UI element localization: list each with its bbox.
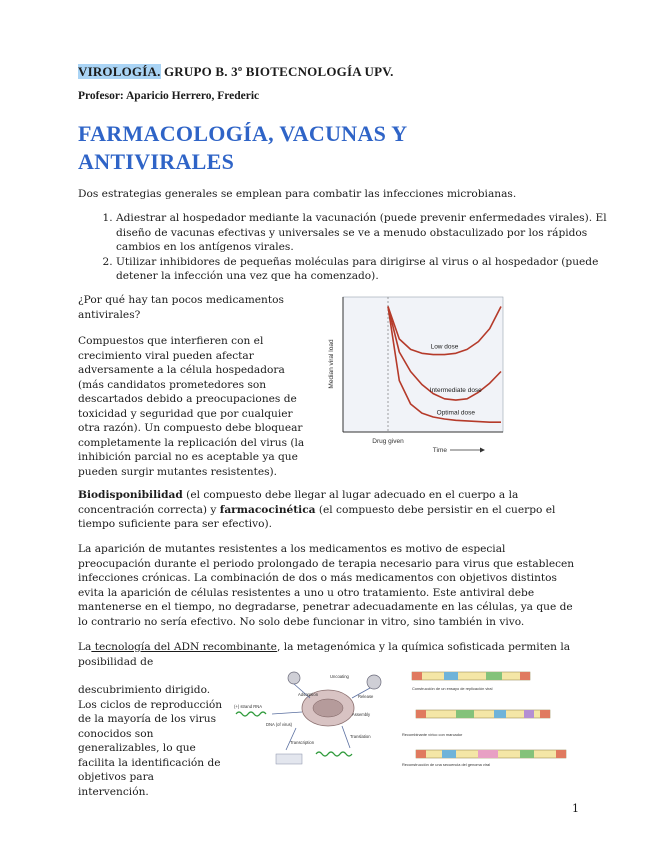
- figure-label: Assembly: [352, 712, 371, 717]
- construct-row-3: [416, 750, 566, 758]
- course-header-rest: GRUPO B. 3º BIOTECNOLOGÍA UPV.: [160, 64, 394, 79]
- series-label-0: Low dose: [430, 343, 459, 351]
- y-axis-label: Median viral load: [328, 339, 335, 389]
- construct-row-1: [412, 672, 530, 680]
- compounds-paragraph: Compuestos que interfieren con el crecimiento viral pueden afectar adversamente a la célula hospedadora (más candidatos prometedores son descartados debido a preocupaciones de toxicidad y seguridad que por cualquier otra razón). Un compuesto debe bloquear completamente la replicación del virus (la inhibición parcial no es aceptable ya que pueden surgir mutantes resistentes).: [78, 335, 305, 478]
- bioavailability-term: Biodisponibilidad: [78, 489, 183, 501]
- figure-label: Transcription: [290, 740, 315, 745]
- time-arrow-head: [480, 448, 485, 453]
- list-item: 1. Adiestrar al hospedador mediante la vacunación (puede prevenir enfermedades virales). El diseño de vacunas efectivas y universales se ve a menudo obstaculizado por los rápidos cambios en los antígenos virales.: [116, 211, 618, 255]
- bio-text-1: (el compuesto debe llegar al lugar adecuado en el cuerpo a la concentración correcta) y: [78, 489, 519, 516]
- construct-caption: Reconstrucción de una secuencia del genoma viral: [402, 762, 491, 767]
- virion-icon: [367, 675, 381, 689]
- figure-label: Uncoating: [330, 674, 349, 679]
- figure-label: Translation: [350, 734, 371, 739]
- strategies-list: [78, 211, 618, 284]
- pharmacokinetics-term: farmacocinética: [219, 503, 316, 516]
- technology-paragraph: [78, 640, 580, 669]
- drug-given-annotation: Drug given: [372, 438, 404, 445]
- page-number: 1: [572, 802, 579, 815]
- subject-highlight: VIROLOGÍA.: [78, 64, 161, 79]
- course-header: [78, 64, 394, 80]
- bioavailability-paragraph: [78, 488, 580, 532]
- construct-row-2: [416, 710, 550, 718]
- protein-box-icon: [276, 754, 302, 764]
- series-label-1: Intermediate dose: [429, 387, 482, 395]
- construct-caption: Construcción de un ensayo de replicación viral: [412, 686, 493, 691]
- technology-paragraph-cont: descubrimiento dirigido. Los ciclos de reproducción de la mayoría de los virus conocidos son generalizables, lo que facilita la identificación de objetivos para intervención.: [78, 684, 223, 798]
- page-title: FARMACOLOGÍA, VACUNAS Y ANTIVIRALES: [78, 121, 407, 174]
- replication-cycle-figure: [232, 668, 390, 778]
- x-axis-label: Time: [432, 447, 447, 454]
- professor-line: Profesor: Aparicio Herrero, Frederic: [78, 90, 260, 102]
- figure-label: Adsorption: [298, 692, 319, 697]
- figure-label: (+) strand RNA: [234, 704, 263, 709]
- list-item: 2. Utilizar inhibidores de pequeñas moléculas para dirigirse al virus o al hospedador (puede detener la infección una vez que ha comenzado).: [116, 255, 618, 284]
- virion-icon: [288, 672, 300, 684]
- plot-background: [343, 297, 503, 432]
- figure-label: Release: [358, 694, 374, 699]
- construct-caption: Recombinante vírico con marcador: [402, 732, 463, 737]
- series-label-2: Optimal dose: [436, 409, 475, 417]
- tech-pre: La: [78, 641, 92, 653]
- recombinant-dna-link[interactable]: tecnología del ADN recombinante: [91, 641, 277, 653]
- intro-paragraph: Dos estrategias generales se emplean para combatir las infecciones microbianas.: [78, 188, 517, 200]
- viral-load-chart: [315, 292, 505, 462]
- construct-diagrams-figure: [398, 668, 582, 768]
- bio-text-2: (el compuesto debe persistir en el cuerpo el tiempo suficiente para ser efectivo).: [78, 503, 556, 530]
- nucleus-icon: [313, 699, 343, 717]
- tech-post: , la metagenómica y la química sofisticada permiten la posibilidad de: [78, 641, 571, 668]
- figure-label: DNA (of virus): [266, 722, 293, 727]
- question-paragraph: ¿Por qué hay tan pocos medicamentos antivirales?: [78, 294, 284, 321]
- resistance-paragraph: La aparición de mutantes resistentes a los medicamentos es motivo de especial preocupación durante el periodo prolongado de terapia necesario para virus que establecen infecciones crónicas. La combinación de dos o más medicamentos con objetivos distintos evita la aparición de células resistentes a uno u otro tratamiento. Este antiviral debe mantenerse en el tiempo, no degradarse, penetrar adecuadamente en las células, ya que de lo contrario no sería efectivo. No solo debe funcionar in vitro, sino también in vivo.: [78, 543, 575, 628]
